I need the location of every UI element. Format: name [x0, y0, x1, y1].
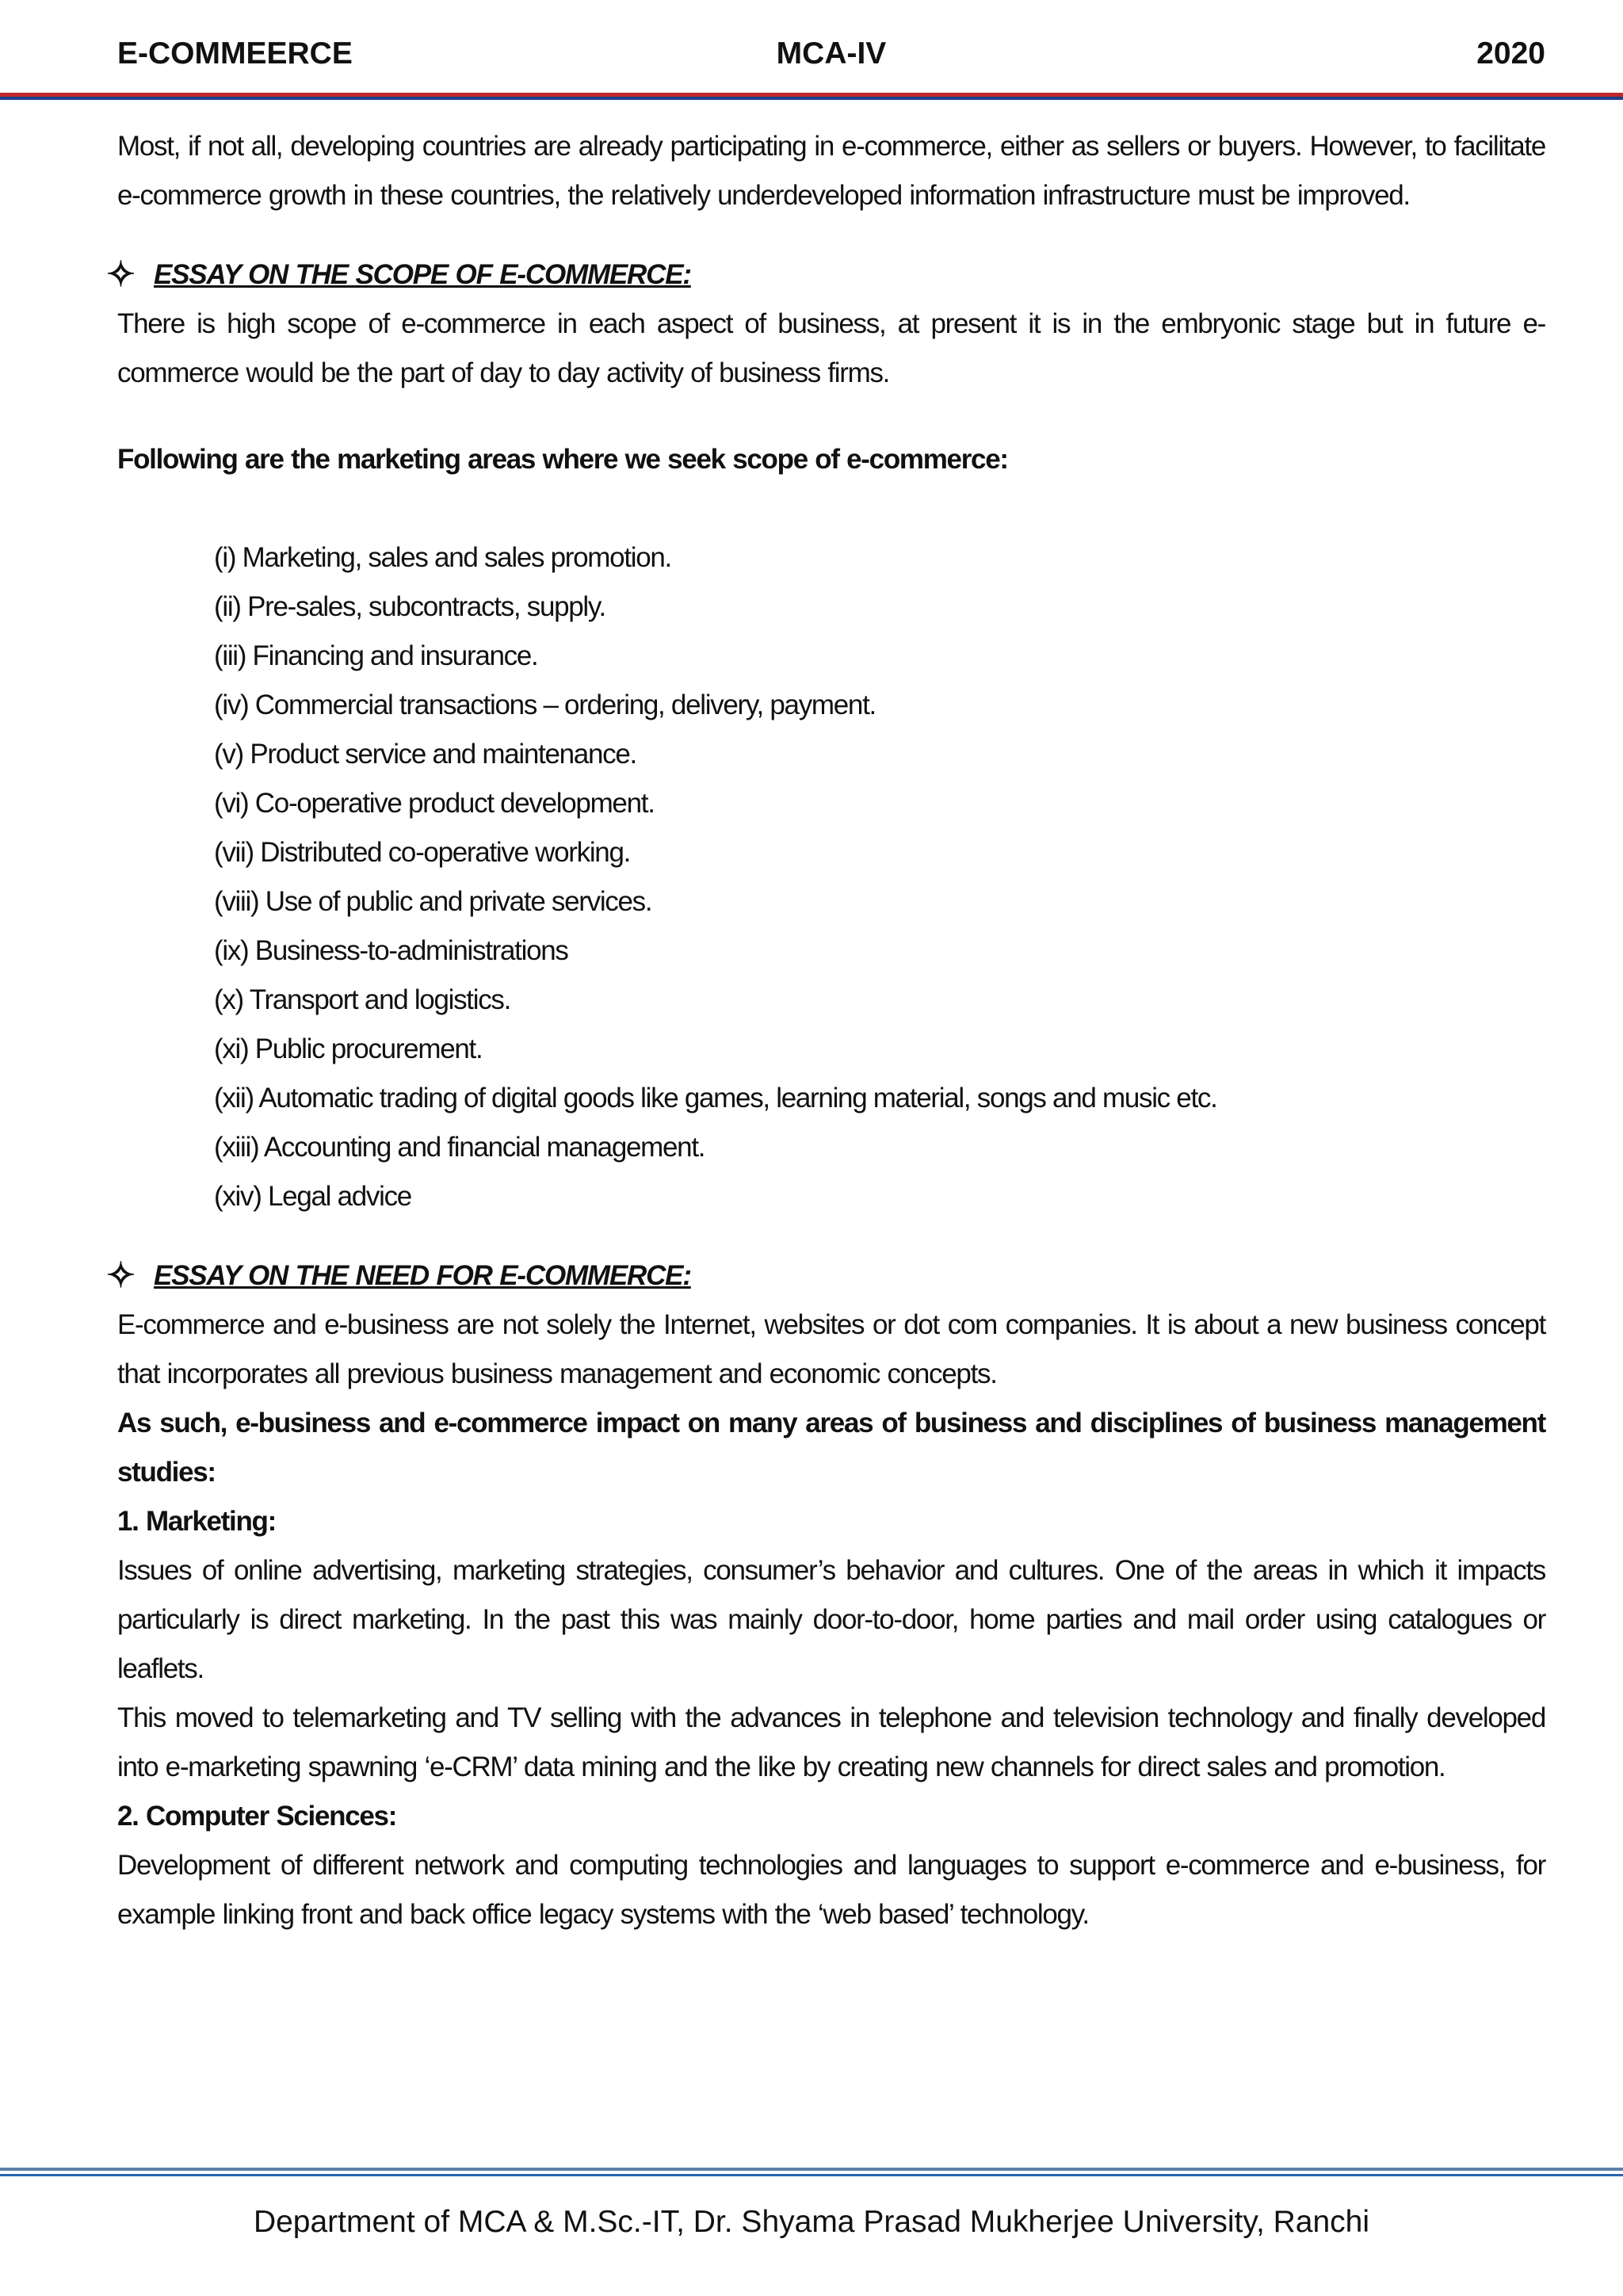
list-item: (vii) Distributed co-operative working.: [214, 837, 631, 868]
scope-list: [117, 533, 1545, 1221]
header-course: MCA-IV: [776, 36, 887, 71]
need-paragraph: E-commerce and e-business are not solely the Internet, websites or dot com companies. It is about a new business concept that incorporates all previous business management and economic concepts.: [117, 1309, 1545, 1389]
scope-paragraph: There is high scope of e-commerce in each aspect of business, at present it is in the embryonic stage but in future e-commerce would be the part of day to day activity of business firms.: [117, 308, 1545, 388]
footer-rule-gray: [0, 2168, 1623, 2171]
list-item: (ii) Pre-sales, subcontracts, supply.: [214, 591, 605, 622]
marketing-paragraph-1: Issues of online advertising, marketing strategies, consumer’s behavior and cultures. One of the areas in which it impacts particularly is direct marketing. In the past this was mainly door-to-door, home parties and mail order using catalogues or leaflets.: [117, 1555, 1545, 1684]
need-heading-text: ESSAY ON THE NEED FOR E-COMMERCE:: [154, 1260, 691, 1291]
need-lead: As such, e-business and e-commerce impact on many areas of business and disciplines of business management studies:: [117, 1408, 1545, 1488]
list-item: (v) Product service and maintenance.: [214, 739, 636, 770]
four-point-star-icon: ✧: [106, 1256, 135, 1295]
header-rule-blue: [0, 97, 1623, 100]
list-item: (iii) Financing and insurance.: [214, 640, 538, 671]
header-subject: E-COMMEERCE: [117, 36, 353, 71]
list-item: (i) Marketing, sales and sales promotion.: [214, 542, 671, 573]
need-heading: [106, 1251, 1545, 1301]
list-item: (x) Transport and logistics.: [214, 984, 511, 1015]
list-item: (xiii) Accounting and financial management.: [214, 1132, 705, 1163]
list-item: (xi) Public procurement.: [214, 1033, 483, 1064]
page-header: [117, 36, 1545, 81]
marketing-paragraph-2: This moved to telemarketing and TV selling with the advances in telephone and television technology and finally developed into e-marketing spawning ‘e-CRM’ data mining and the like by creating new channels for direct sales and promotion.: [117, 1702, 1545, 1782]
list-item: (xiv) Legal advice: [214, 1181, 411, 1212]
list-item: (ix) Business-to-administrations: [214, 935, 568, 966]
page-footer: Department of MCA & M.Sc.-IT, Dr. Shyama Prasad Mukherjee University, Ranchi: [253, 2205, 1370, 2239]
list-item: (xii) Automatic trading of digital goods like games, learning material, songs and music etc.: [214, 1083, 1217, 1114]
page-content: [106, 122, 1545, 1939]
scope-heading-text: ESSAY ON THE SCOPE OF E-COMMERCE:: [154, 259, 691, 290]
scope-lead: Following are the marketing areas where we seek scope of e-commerce:: [117, 444, 1008, 475]
computer-sciences-paragraph: Development of different network and computing technologies and languages to support e-commerce and e-business, for example linking front and back office legacy systems with the ‘web based’ technology.: [117, 1850, 1545, 1930]
footer-rule-blue: [0, 2174, 1623, 2176]
list-item: (iv) Commercial transactions – ordering, delivery, payment.: [214, 690, 876, 720]
four-point-star-icon: ✧: [106, 255, 135, 294]
scope-heading: [106, 250, 1545, 300]
list-item: (vi) Co-operative product development.: [214, 788, 655, 819]
header-year: 2020: [1476, 36, 1545, 71]
intro-paragraph: Most, if not all, developing countries are already participating in e-commerce, either as sellers or buyers. However, to facilitate e-commerce growth in these countries, the relatively underdeveloped information infrastructure must be improved.: [117, 131, 1545, 211]
computer-sciences-title: 2. Computer Sciences:: [117, 1801, 397, 1832]
marketing-title: 1. Marketing:: [117, 1506, 276, 1537]
list-item: (viii) Use of public and private services.: [214, 886, 652, 917]
